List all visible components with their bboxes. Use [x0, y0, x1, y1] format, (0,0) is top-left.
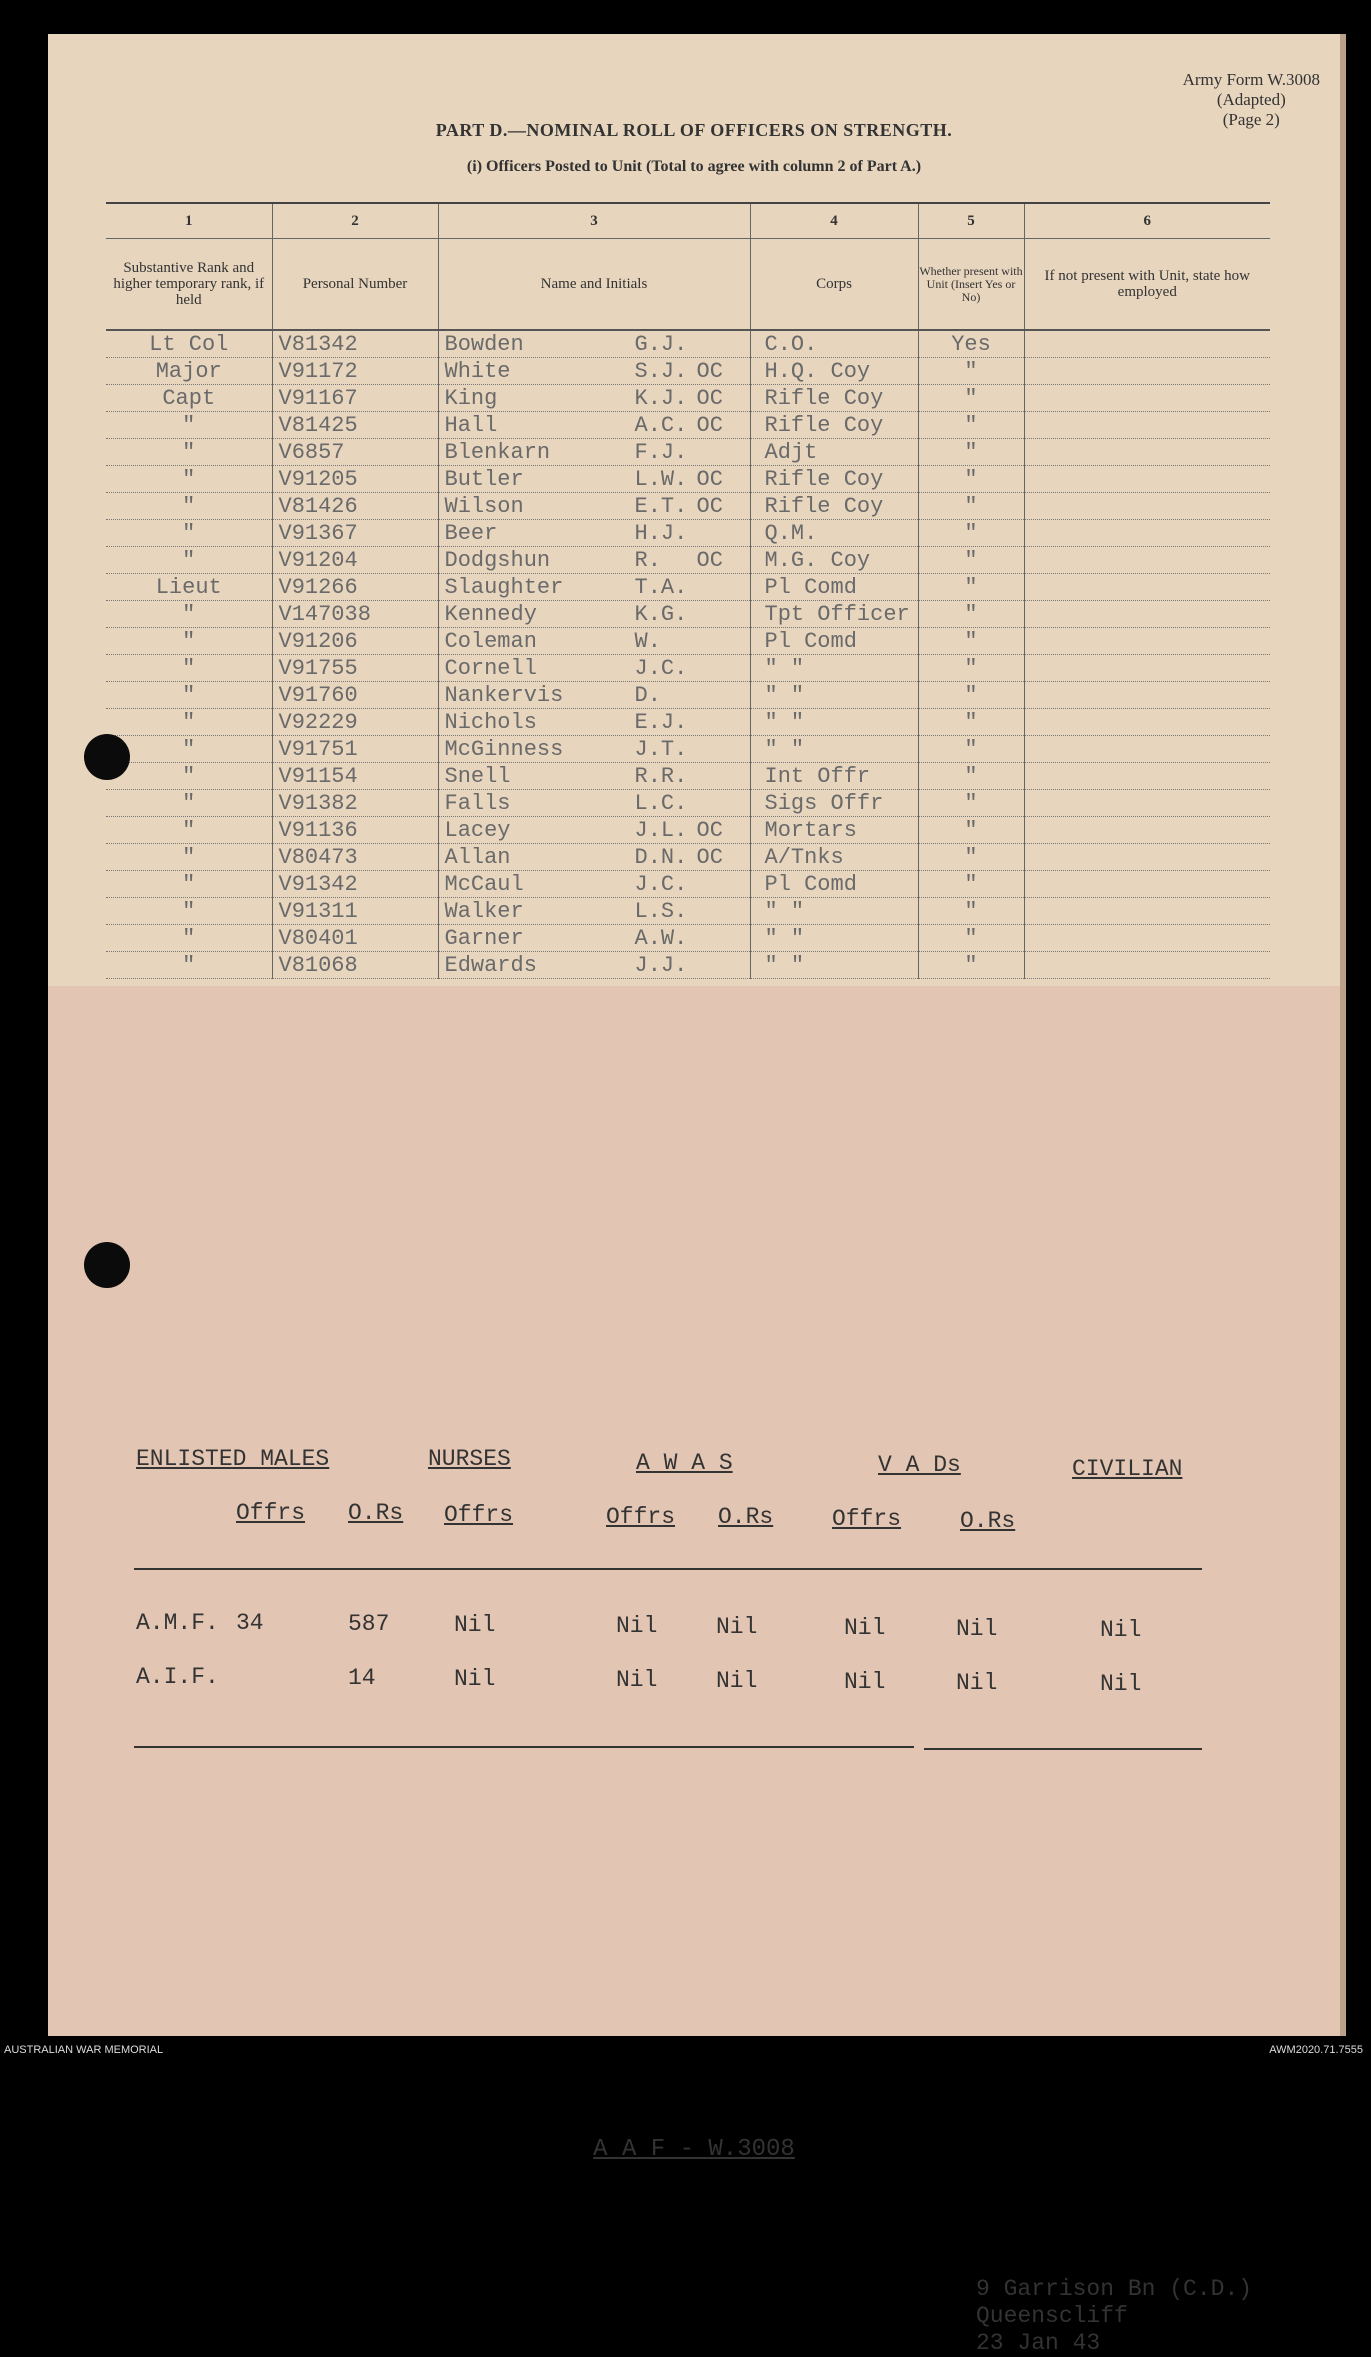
personal-number-cell: V91136: [272, 817, 438, 844]
employment-cell: [1024, 790, 1270, 817]
row-label: A.M.F.: [136, 1610, 219, 1636]
present-cell: Yes: [918, 330, 1024, 358]
personal-number-cell: V91167: [272, 385, 438, 412]
archive-credit: AUSTRALIAN WAR MEMORIAL: [4, 2044, 164, 2056]
oc-mark: OC: [696, 385, 723, 411]
column-number: 5: [918, 203, 1024, 239]
strength-value: 34: [236, 1610, 264, 1636]
corps-cell: Pl Comd: [750, 628, 918, 655]
row-label: A.I.F.: [136, 1664, 219, 1690]
corps-cell: Rifle Coy: [750, 412, 918, 439]
oc-mark: OC: [696, 547, 723, 573]
table-row: [106, 330, 1270, 358]
personal-number-cell: V91204: [272, 547, 438, 574]
initials: J.L.: [634, 817, 688, 843]
strength-value: Nil: [616, 1613, 658, 1639]
corps-cell: Pl Comd: [750, 574, 918, 601]
rank-cell: ": [106, 601, 272, 628]
divider: [134, 1746, 914, 1748]
surname: Snell: [444, 763, 511, 789]
table-row: [106, 736, 1270, 763]
rank-cell: ": [106, 466, 272, 493]
strength-value: Nil: [716, 1668, 758, 1694]
oc-mark: OC: [696, 358, 723, 384]
personal-number-cell: V91342: [272, 871, 438, 898]
name-cell: [438, 682, 750, 709]
corps-cell: Int Offr: [750, 763, 918, 790]
personal-number-cell: V81425: [272, 412, 438, 439]
rank-cell: ": [106, 952, 272, 979]
surname: McCaul: [444, 871, 524, 897]
present-cell: ": [918, 709, 1024, 736]
column-number: 3: [438, 203, 750, 239]
column-header-employment: If not present with Unit, state how employed: [1024, 239, 1270, 331]
name-cell: [438, 466, 750, 493]
corps-cell: " ": [750, 655, 918, 682]
rank-cell: ": [106, 493, 272, 520]
rank-cell: ": [106, 736, 272, 763]
name-cell: [438, 358, 750, 385]
employment-cell: [1024, 628, 1270, 655]
table-row: [106, 925, 1270, 952]
initials: K.J.: [634, 385, 688, 411]
table-row: [106, 898, 1270, 925]
surname: Falls: [444, 790, 511, 816]
rank-cell: ": [106, 898, 272, 925]
column-subheading: O.Rs: [718, 1504, 774, 1530]
name-cell: [438, 925, 750, 952]
punch-hole: [84, 734, 130, 780]
present-cell: ": [918, 466, 1024, 493]
initials: G.J.: [634, 331, 688, 357]
corps-cell: Rifle Coy: [750, 493, 918, 520]
name-cell: [438, 601, 750, 628]
rank-cell: Lieut: [106, 574, 272, 601]
address-line: Queenscliff: [976, 2303, 1128, 2329]
form-reference-line: (Adapted): [1216, 90, 1286, 109]
form-reference-line: (Page 2): [1222, 110, 1280, 129]
name-cell: [438, 655, 750, 682]
name-cell: [438, 574, 750, 601]
employment-cell: [1024, 952, 1270, 979]
column-header-number: Personal Number: [272, 239, 438, 331]
table-row: [106, 655, 1270, 682]
employment-cell: [1024, 817, 1270, 844]
table-row: [106, 628, 1270, 655]
present-cell: ": [918, 493, 1024, 520]
oc-mark: OC: [696, 412, 723, 438]
initials: L.C.: [634, 790, 688, 816]
initials: S.J.: [634, 358, 688, 384]
initials: J.J.: [634, 952, 688, 978]
corps-cell: M.G. Coy: [750, 547, 918, 574]
present-cell: ": [918, 574, 1024, 601]
column-subheading: Offrs: [832, 1506, 902, 1532]
corps-cell: Rifle Coy: [750, 466, 918, 493]
personal-number-cell: V6857: [272, 439, 438, 466]
surname: Hall: [444, 412, 498, 438]
name-cell: [438, 628, 750, 655]
present-cell: ": [918, 655, 1024, 682]
nominal-roll-table: [106, 202, 1270, 979]
employment-cell: [1024, 844, 1270, 871]
strength-value: 14: [348, 1665, 376, 1691]
table-row: [106, 682, 1270, 709]
personal-number-cell: V91367: [272, 520, 438, 547]
table-row: [106, 493, 1270, 520]
name-cell: [438, 790, 750, 817]
name-cell: [438, 952, 750, 979]
employment-cell: [1024, 898, 1270, 925]
surname: Blenkarn: [444, 439, 551, 465]
column-header-present: Whether present with Unit (Insert Yes or No): [918, 239, 1024, 331]
initials: F.J.: [634, 439, 688, 465]
corps-cell: " ": [750, 682, 918, 709]
column-subheading: O.Rs: [348, 1500, 404, 1526]
personal-number-cell: V92229: [272, 709, 438, 736]
initials: L.S.: [634, 898, 688, 924]
column-number: 4: [750, 203, 918, 239]
rank-cell: Lt Col: [106, 330, 272, 358]
name-cell: [438, 330, 750, 358]
oc-mark: OC: [696, 493, 723, 519]
corps-cell: Mortars: [750, 817, 918, 844]
name-cell: [438, 763, 750, 790]
corps-cell: " ": [750, 952, 918, 979]
column-header-name: Name and Initials: [438, 239, 750, 331]
corps-cell: " ": [750, 898, 918, 925]
name-cell: [438, 412, 750, 439]
form-reference-line: Army Form W.3008: [1182, 70, 1320, 89]
group-heading: CIVILIAN: [1072, 1456, 1183, 1482]
corps-cell: C.O.: [750, 330, 918, 358]
employment-cell: [1024, 358, 1270, 385]
table-row: [106, 817, 1270, 844]
address-line: 23 Jan 43: [976, 2330, 1101, 2356]
surname: Edwards: [444, 952, 537, 978]
column-header-rank: Substantive Rank and higher temporary rank, if held: [106, 239, 272, 331]
surname: Butler: [444, 466, 524, 492]
name-cell: [438, 709, 750, 736]
table-row: [106, 358, 1270, 385]
name-cell: [438, 385, 750, 412]
employment-cell: [1024, 601, 1270, 628]
personal-number-cell: V91206: [272, 628, 438, 655]
initials: D.: [634, 682, 661, 708]
present-cell: ": [918, 898, 1024, 925]
employment-cell: [1024, 520, 1270, 547]
table-row: [106, 412, 1270, 439]
initials: J.T.: [634, 736, 688, 762]
address-line: 9 Garrison Bn (C.D.): [976, 2276, 1253, 2302]
nominal-roll-body: [106, 330, 1270, 979]
present-cell: ": [918, 682, 1024, 709]
initials: T.A.: [634, 574, 688, 600]
surname: Slaughter: [444, 574, 564, 600]
employment-cell: [1024, 736, 1270, 763]
name-cell: [438, 844, 750, 871]
corps-cell: Rifle Coy: [750, 385, 918, 412]
strength-value: Nil: [1100, 1671, 1142, 1697]
personal-number-cell: V80473: [272, 844, 438, 871]
personal-number-cell: V80401: [272, 925, 438, 952]
employment-cell: [1024, 871, 1270, 898]
personal-number-cell: V81068: [272, 952, 438, 979]
rank-cell: ": [106, 682, 272, 709]
present-cell: ": [918, 520, 1024, 547]
memo-address: [976, 2276, 1252, 2357]
employment-cell: [1024, 466, 1270, 493]
personal-number-cell: V91755: [272, 655, 438, 682]
surname: Allan: [444, 844, 511, 870]
rank-cell: ": [106, 439, 272, 466]
table-row: [106, 844, 1270, 871]
surname: Kennedy: [444, 601, 537, 627]
part-title: PART D.—NOMINAL ROLL OF OFFICERS ON STRENGTH.: [435, 120, 953, 140]
employment-cell: [1024, 385, 1270, 412]
rank-cell: ": [106, 412, 272, 439]
surname: Cornell: [444, 655, 537, 681]
rank-cell: ": [106, 925, 272, 952]
oc-mark: OC: [696, 817, 723, 843]
employment-cell: [1024, 655, 1270, 682]
corps-cell: Sigs Offr: [750, 790, 918, 817]
initials: R.R.: [634, 763, 688, 789]
corps-cell: Adjt: [750, 439, 918, 466]
surname: Coleman: [444, 628, 537, 654]
name-cell: [438, 439, 750, 466]
present-cell: ": [918, 412, 1024, 439]
initials: J.C.: [634, 871, 688, 897]
group-heading: V A Ds: [878, 1452, 961, 1478]
initials: A.W.: [634, 925, 688, 951]
strength-value: 587: [348, 1611, 390, 1637]
form-page-top: [48, 34, 1340, 986]
archive-reference: AWM2020.71.7555: [1269, 2044, 1363, 2056]
oc-mark: OC: [696, 466, 723, 492]
personal-number-cell: V91266: [272, 574, 438, 601]
rank-cell: ": [106, 709, 272, 736]
surname: McGinness: [444, 736, 564, 762]
rank-cell: ": [106, 817, 272, 844]
column-number: 1: [106, 203, 272, 239]
table-row: [106, 601, 1270, 628]
present-cell: ": [918, 763, 1024, 790]
name-cell: [438, 871, 750, 898]
personal-number-cell: V81342: [272, 330, 438, 358]
personal-number-cell: V91154: [272, 763, 438, 790]
memo-title: A A F - W.3008: [593, 2136, 795, 2163]
table-row: [106, 547, 1270, 574]
present-cell: ": [918, 790, 1024, 817]
table-row: [106, 439, 1270, 466]
name-cell: [438, 898, 750, 925]
present-cell: ": [918, 628, 1024, 655]
present-cell: ": [918, 844, 1024, 871]
initials: L.W.: [634, 466, 688, 492]
corps-cell: H.Q. Coy: [750, 358, 918, 385]
rank-cell: ": [106, 790, 272, 817]
table-row: [106, 466, 1270, 493]
personal-number-cell: V91311: [272, 898, 438, 925]
rank-cell: ": [106, 763, 272, 790]
rank-cell: Capt: [106, 385, 272, 412]
present-cell: ": [918, 871, 1024, 898]
surname: Wilson: [444, 493, 524, 519]
employment-cell: [1024, 439, 1270, 466]
table-row: [106, 952, 1270, 979]
initials: W.: [634, 628, 661, 654]
column-subheading: Offrs: [444, 1502, 514, 1528]
personal-number-cell: V91760: [272, 682, 438, 709]
group-heading: A W A S: [636, 1450, 733, 1476]
corps-cell: " ": [750, 709, 918, 736]
strength-value: Nil: [1100, 1617, 1142, 1643]
name-cell: [438, 547, 750, 574]
initials: D.N.: [634, 844, 688, 870]
surname: King: [444, 385, 498, 411]
page-edge: [1340, 34, 1346, 2036]
name-cell: [438, 493, 750, 520]
rank-cell: ": [106, 655, 272, 682]
initials: K.G.: [634, 601, 688, 627]
group-heading: ENLISTED MALES: [136, 1446, 330, 1472]
strength-value: Nil: [454, 1612, 496, 1638]
table-row: [106, 574, 1270, 601]
surname: Nankervis: [444, 682, 564, 708]
rank-cell: ": [106, 871, 272, 898]
table-row: [106, 763, 1270, 790]
name-cell: [438, 736, 750, 763]
personal-number-cell: V147038: [272, 601, 438, 628]
surname: Lacey: [444, 817, 511, 843]
surname: Bowden: [444, 331, 524, 357]
rank-cell: ": [106, 547, 272, 574]
personal-number-cell: V91205: [272, 466, 438, 493]
corps-cell: " ": [750, 736, 918, 763]
employment-cell: [1024, 682, 1270, 709]
column-subheading: O.Rs: [960, 1508, 1016, 1534]
corps-cell: Pl Comd: [750, 871, 918, 898]
surname: Beer: [444, 520, 498, 546]
initials: E.J.: [634, 709, 688, 735]
surname: Walker: [444, 898, 524, 924]
present-cell: ": [918, 952, 1024, 979]
present-cell: ": [918, 358, 1024, 385]
employment-cell: [1024, 412, 1270, 439]
corps-cell: " ": [750, 925, 918, 952]
corps-cell: A/Tnks: [750, 844, 918, 871]
column-subheading: Offrs: [606, 1504, 676, 1530]
personal-number-cell: V91382: [272, 790, 438, 817]
employment-cell: [1024, 763, 1270, 790]
initials: A.C.: [634, 412, 688, 438]
employment-cell: [1024, 330, 1270, 358]
part-subtitle: (i) Officers Posted to Unit (Total to agree with column 2 of Part A.): [466, 158, 922, 175]
strength-value: Nil: [956, 1616, 998, 1642]
present-cell: ": [918, 547, 1024, 574]
punch-hole: [84, 1242, 130, 1288]
strength-value: Nil: [716, 1614, 758, 1640]
strength-value: Nil: [616, 1667, 658, 1693]
surname: Garner: [444, 925, 524, 951]
column-subheading: Offrs: [236, 1500, 306, 1526]
table-row: [106, 709, 1270, 736]
present-cell: ": [918, 439, 1024, 466]
oc-mark: OC: [696, 844, 723, 870]
employment-cell: [1024, 493, 1270, 520]
initials: J.C.: [634, 655, 688, 681]
strength-value: Nil: [844, 1615, 886, 1641]
rank-cell: ": [106, 520, 272, 547]
employment-cell: [1024, 709, 1270, 736]
strength-value: Nil: [844, 1669, 886, 1695]
rank-cell: ": [106, 844, 272, 871]
table-row: [106, 385, 1270, 412]
present-cell: ": [918, 925, 1024, 952]
strength-value: Nil: [956, 1670, 998, 1696]
name-cell: [438, 817, 750, 844]
corps-cell: Q.M.: [750, 520, 918, 547]
present-cell: ": [918, 601, 1024, 628]
employment-cell: [1024, 574, 1270, 601]
corps-cell: Tpt Officer: [750, 601, 918, 628]
table-row: [106, 520, 1270, 547]
divider: [134, 1568, 1202, 1570]
strength-value: Nil: [454, 1666, 496, 1692]
initials: R.: [634, 547, 661, 573]
surname: White: [444, 358, 511, 384]
rank-cell: ": [106, 628, 272, 655]
present-cell: ": [918, 385, 1024, 412]
present-cell: ": [918, 817, 1024, 844]
divider: [924, 1748, 1202, 1750]
group-heading: NURSES: [428, 1446, 511, 1472]
employment-cell: [1024, 925, 1270, 952]
column-number: 2: [272, 203, 438, 239]
initials: H.J.: [634, 520, 688, 546]
table-row: [106, 871, 1270, 898]
personal-number-cell: V91751: [272, 736, 438, 763]
name-cell: [438, 520, 750, 547]
column-number: 6: [1024, 203, 1270, 239]
personal-number-cell: V91172: [272, 358, 438, 385]
rank-cell: Major: [106, 358, 272, 385]
surname: Dodgshun: [444, 547, 551, 573]
column-header-corps: Corps: [750, 239, 918, 331]
employment-cell: [1024, 547, 1270, 574]
table-row: [106, 790, 1270, 817]
personal-number-cell: V81426: [272, 493, 438, 520]
surname: Nichols: [444, 709, 537, 735]
initials: E.T.: [634, 493, 688, 519]
present-cell: ": [918, 736, 1024, 763]
